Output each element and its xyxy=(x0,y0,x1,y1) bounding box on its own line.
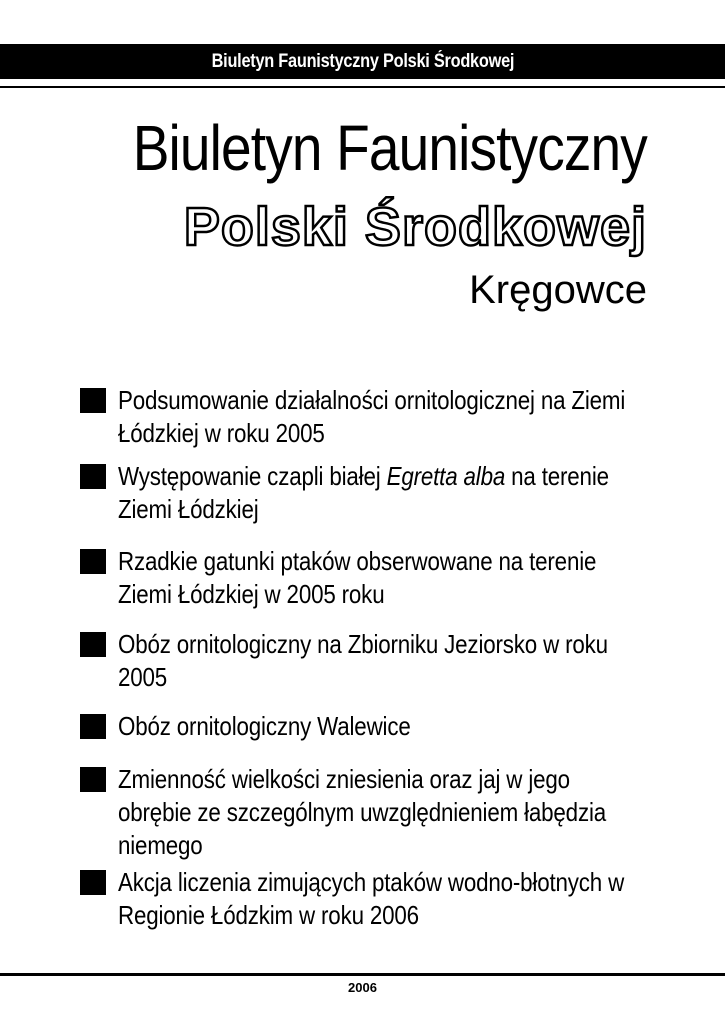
square-bullet-icon xyxy=(80,632,106,657)
header-bar xyxy=(0,44,725,79)
page-subtitle: Kręgowce xyxy=(469,268,647,312)
contents-item-text: Rzadkie gatunki ptaków obserwowane na terenie Ziemi Łódzkiej w 2005 roku xyxy=(118,546,597,609)
square-bullet-icon xyxy=(80,870,106,895)
footer-divider xyxy=(0,973,725,976)
contents-item xyxy=(80,763,650,862)
square-bullet-icon xyxy=(80,464,106,489)
species-name: Egretta alba xyxy=(386,461,506,491)
square-bullet-icon xyxy=(80,714,106,739)
square-bullet-icon xyxy=(80,388,106,413)
square-bullet-icon xyxy=(80,549,106,574)
contents-item-text-part: na terenie Ziemi Łódzkiej xyxy=(118,461,609,524)
contents-item xyxy=(80,460,650,526)
header-divider xyxy=(0,86,725,88)
contents-item-text-part: Występowanie czapli białej xyxy=(118,461,387,491)
contents-item-text: Obóz ornitologiczny na Zbiorniku Jeziorsko w roku 2005 xyxy=(118,629,608,692)
page-title: Biuletyn Faunistyczny xyxy=(132,112,647,184)
contents-item xyxy=(80,545,650,611)
contents-item-text: Podsumowanie działalności ornitologicznej na Ziemi Łódzkiej w roku 2005 xyxy=(118,385,626,448)
contents-item-text: Akcja liczenia zimujących ptaków wodno-błotnych w Regionie Łódzkim w roku 2006 xyxy=(118,867,625,930)
contents-item xyxy=(80,710,650,743)
contents-item-text: Zmienność wielkości zniesienia oraz jaj w jego obrębie ze szczególnym uwzględnieniem łabędzia niemego xyxy=(118,764,607,860)
page-title-outline: Polski Środkowej xyxy=(183,197,647,257)
contents-item xyxy=(80,384,650,450)
contents-item xyxy=(80,628,650,694)
contents-item-text xyxy=(118,460,643,526)
header-bar-title: Biuletyn Faunistyczny Polski Środkowej xyxy=(211,50,514,72)
contents-item-text: Obóz ornitologiczny Walewice xyxy=(118,711,411,741)
contents-item xyxy=(80,866,650,932)
contents-list xyxy=(80,384,650,932)
publication-year: 2006 xyxy=(348,980,377,995)
square-bullet-icon xyxy=(80,767,106,792)
